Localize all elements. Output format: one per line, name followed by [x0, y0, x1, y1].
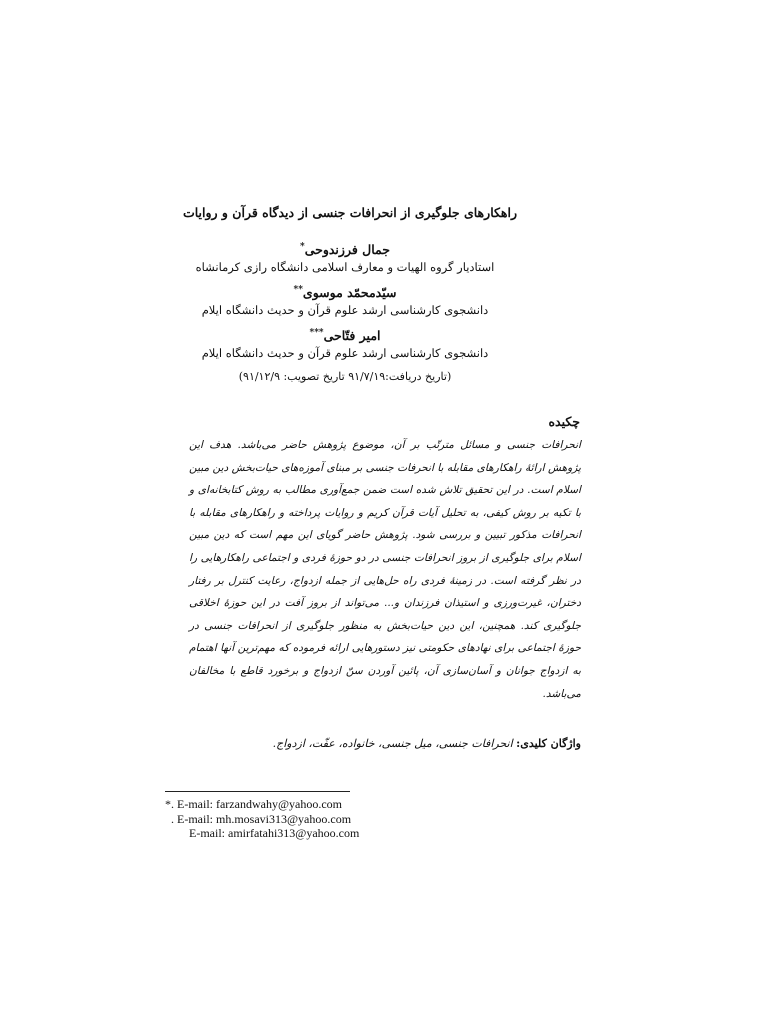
footnote-email-1: *. E-mail: farzandwahy@yahoo.com	[165, 797, 342, 811]
abstract-body: انحرافات جنسی و مسائل مترتّب بر آن، موضوع پژوهش حاضر می‌باشد. هدف این پژوهش ارائهٔ راهکارهای مقابله با انحرفات جنسی بر مبنای آموزه‌های حیات‌بخش دین مبین اسلام است. در این تحقیق تلاش شده است ضمن جمع‌آوری مطالب به روش کتابخانه‌ای و با تکیه بر روش کیفی، به تحلیل آیات قرآن کریم و روایات پرداخته و راهکارهای مقابله با انحرافات مذکور تبیین و بررسی شود. پژوهش حاضر گویای این مهم است که دین مبین اسلام برای جلوگیری از بروز انحرافات جنسی در دو حوزهٔ فردی و اجتماعی راهکارهایی را در نظر گرفته است. در زمینهٔ فردی راه حل‌هایی از جمله ازدواج، رعایت کنترل بر رفتار دختران، غیرت‌ورزی و استیذان فرزندان و... می‌تواند از بروز آفت در این حوزهٔ اخلاقی جلوگیری کند. همچنین، این دین حیات‌بخش به منظور جلوگیری از انحرافات جنسی در حوزهٔ اجتماعی برای نهادهای حکومتی نیز دستورهایی ارائه فرموده که مهم‌ترین آنها اهتمام به ازدواج جوانان و آسان‌سازی آن، پائین آوردن سنّ ازدواج و برخورد قاطع با مخالفان می‌باشد.	[189, 439, 581, 700]
keywords-line	[189, 737, 581, 750]
author-1-mark: *	[299, 242, 305, 252]
author-affiliation-3: دانشجوی کارشناسی ارشد علوم قرآن و حدیث دانشگاه ایلام	[201, 346, 489, 360]
footnote-email-2: . E-mail: mh.mosavi313@yahoo.com	[171, 811, 352, 826]
keywords-values: انحرافات جنسی، میل جنسی، خانواده، عفّت، ازدواج.	[272, 737, 513, 750]
author-1-name: جمال فرزندوحی	[304, 242, 391, 258]
footnote-divider	[165, 791, 350, 792]
author-name-2	[120, 280, 570, 300]
author-affiliation-1: استادیار گروه الهیات و معارف اسلامی دانشگاه رازی کرمانشاه	[195, 260, 495, 274]
keywords-label: واژگان کلیدی:	[516, 737, 581, 750]
submission-dates: (تاریخ دریافت:۹۱/۷/۱۹ تاریخ تصویب: ۹۱/۱۲/۹)	[238, 370, 452, 383]
article-title: راهکارهای جلوگیری از انحرافات جنسی از دیدگاه قرآن و روایات	[182, 205, 518, 220]
author-name-3	[120, 323, 570, 343]
author-2-name: سیّدمحمّد موسوی	[302, 285, 397, 301]
author-block	[120, 235, 570, 387]
author-3-name: امیر فتّاحی	[323, 328, 381, 344]
abstract-heading: چکیده	[548, 414, 580, 429]
author-3-mark: ***	[309, 328, 324, 338]
footnotes	[165, 797, 425, 841]
author-name-1	[120, 237, 570, 257]
footnote-email-3: E-mail: amirfatahi313@yahoo.com	[189, 826, 360, 840]
author-2-mark: **	[293, 285, 303, 295]
author-affiliation-2: دانشجوی کارشناسی ارشد علوم قرآن و حدیث دانشگاه ایلام	[201, 303, 489, 317]
